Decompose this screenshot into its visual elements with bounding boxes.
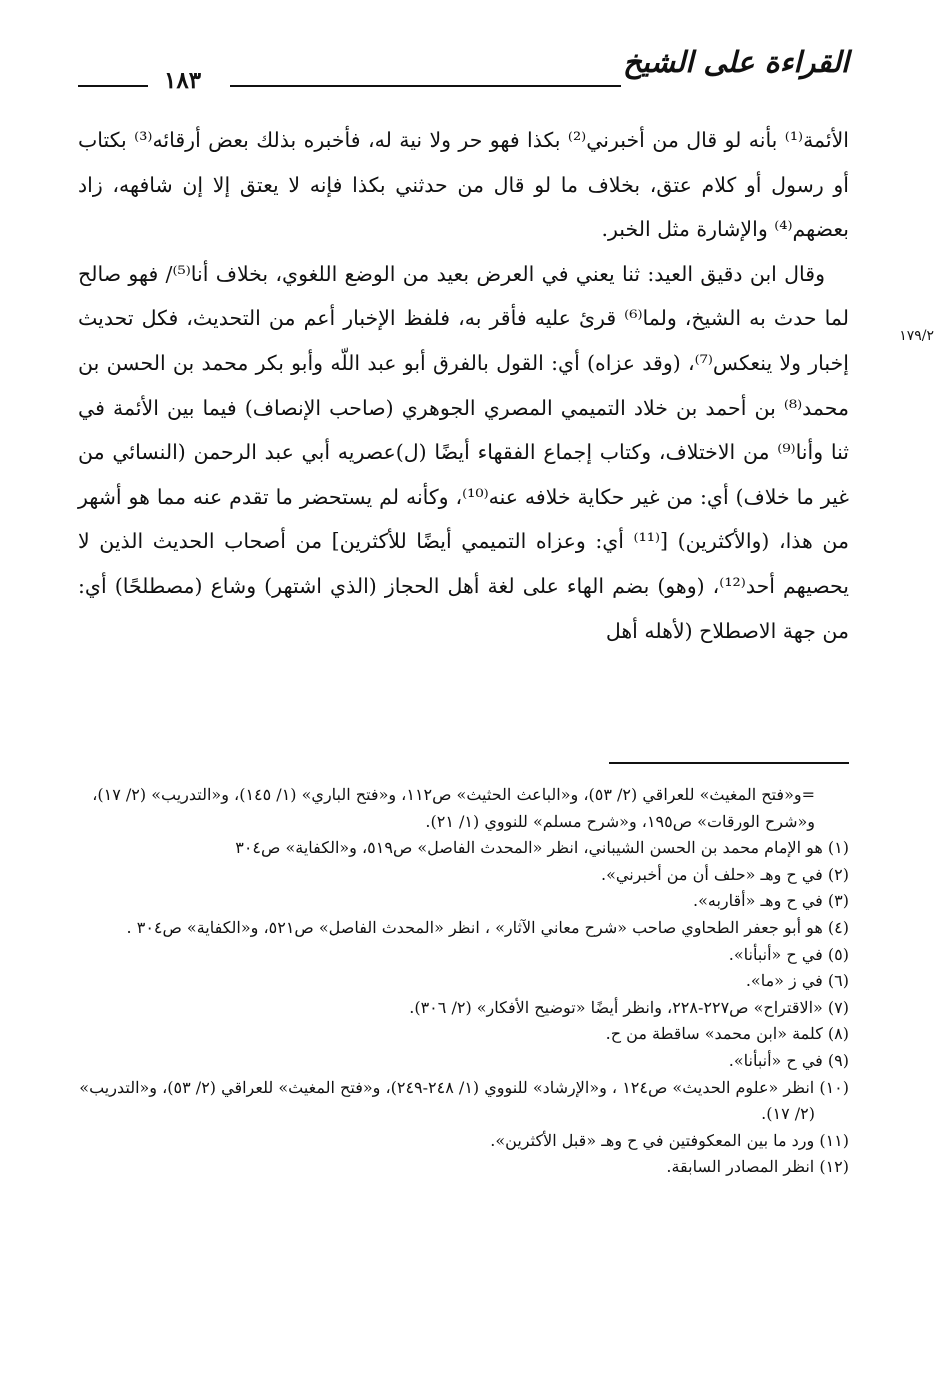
header-rule-left — [78, 85, 148, 87]
footnote-12: (١٢) انظر المصادر السابقة. — [666, 1157, 849, 1177]
footnote-8: (٨) كلمة «ابن محمد» ساقطة من ح. — [605, 1024, 849, 1044]
footnote-11: (١١) ورد ما بين المعكوفتين في ح وهـ «قبل الأكثرين». — [490, 1130, 849, 1150]
header-rule-right — [230, 85, 621, 87]
footnote-10: (١٠) انظر «علوم الحديث» ص١٢٤ ، و«الإرشاد» للنووي (١/ ٢٤٨-٢٤٩)، و«فتح المغيث» للعراقي (٢/ ٥٣)، و«التدريب» (٢/ ١٧). — [79, 1077, 849, 1124]
footnote-7: (٧) «الاقتراح» ص٢٢٧-٢٢٨، وانظر أيضًا «توضيح الأفكار» (٢/ ٣٠٦). — [409, 997, 849, 1017]
footnote-1: (١) هو الإمام محمد بن الحسن الشيباني، انظر «المحدث الفاصل» ص٥١٩، و«الكفاية» ص٣٠٤ — [235, 838, 849, 858]
footnote-4: (٤) هو أبو جعفر الطحاوي صاحب «شرح معاني الآثار» ، انظر «المحدث الفاصل» ص٥٢١، و«الكفاية» ص٣٠٤ . — [126, 917, 849, 937]
paragraph-1: الأئمة⁽¹⁾ بأنه لو قال من أخبرني⁽²⁾ بكذا فهو حر ولا نية له، فأخبره بذلك بعض أرقائه⁽³⁾ بكتاب أو رسول أو كلام عتق، بخلاف ما لو قال من حدثني بكذا فإنه لا يعتق إلا إن شافهه، زاد بعضهم⁽⁴⁾ والإشارة مثل الخبر. — [78, 128, 850, 242]
running-title: القراءة على الشيخ — [623, 45, 849, 79]
page-header — [78, 40, 849, 94]
footnote-9: (٩) في ح «أنبأنا». — [728, 1050, 849, 1070]
footnote-5: (٥) في ح «أنبأنا». — [728, 944, 849, 964]
margin-reference-note: ١٧٩/٢ — [899, 328, 934, 344]
footnote-continuation: =و«فتح المغيث» للعراقي (٢/ ٥٣)، و«الباعث الحثيث» ص١١٢، و«فتح الباري» (١/ ١٤٥)، و«التدريب» (٢/ ١٧)، و«شرح الورقات» ص١٩٥، و«شرح مسلم» للنووي (١/ ٢١). — [92, 785, 815, 831]
page-number: ١٨٣ — [158, 66, 207, 96]
footnote-2: (٢) في ح وهـ «حلف أن من أخبرني». — [601, 864, 849, 884]
main-text — [78, 118, 849, 653]
paragraph-2: وقال ابن دقيق العيد: ثنا يعني في العرض بعيد من الوضع اللغوي، بخلاف أنا⁽⁵⁾/ فهو صالح لما حدث به الشيخ، ولما⁽⁶⁾ قرئ عليه فأقر به، فلفظ الإخبار أعم من التحديث، فكل تحديث إخبار ولا ينعكس⁽⁷⁾، (وقد عزاه) أي: القول بالفرق أبو عبد اللّه وأبو بكر محمد بن الحسن بن محمد⁽⁸⁾ بن أحمد بن خلاد التميمي المصري الجوهري (صاحب الإنصاف) فيما بين الأئمة في ثنا وأنا⁽⁹⁾ من الاختلاف، وكتاب إجماع الفقهاء أيضًا (ل)عصريه أبي عبد الرحمن (النسائي من غير ما خلاف) أي: من غير حكاية خلافه عنه⁽¹⁰⁾، وكأنه لم يستحضر ما تقدم عنه مما هو أشهر من هذا، (والأكثرين) [⁽¹¹⁾ أي: وعزاه التميمي أيضًا للأكثرين] من أصحاب الحديث الذين لا يحصيهم أحد⁽¹²⁾، (وهو) بضم الهاء على لغة أهل الحجاز (الذي اشتهر) وشاع (مصطلحًا) أي: من جهة الاصطلاح (لأهله أهل — [78, 261, 849, 643]
footnotes — [78, 782, 849, 1181]
footnote-6: (٦) في ز «ما». — [745, 971, 849, 991]
footnote-3: (٣) في ح وهـ «أقاربه». — [693, 891, 849, 911]
footnote-divider — [609, 762, 849, 764]
